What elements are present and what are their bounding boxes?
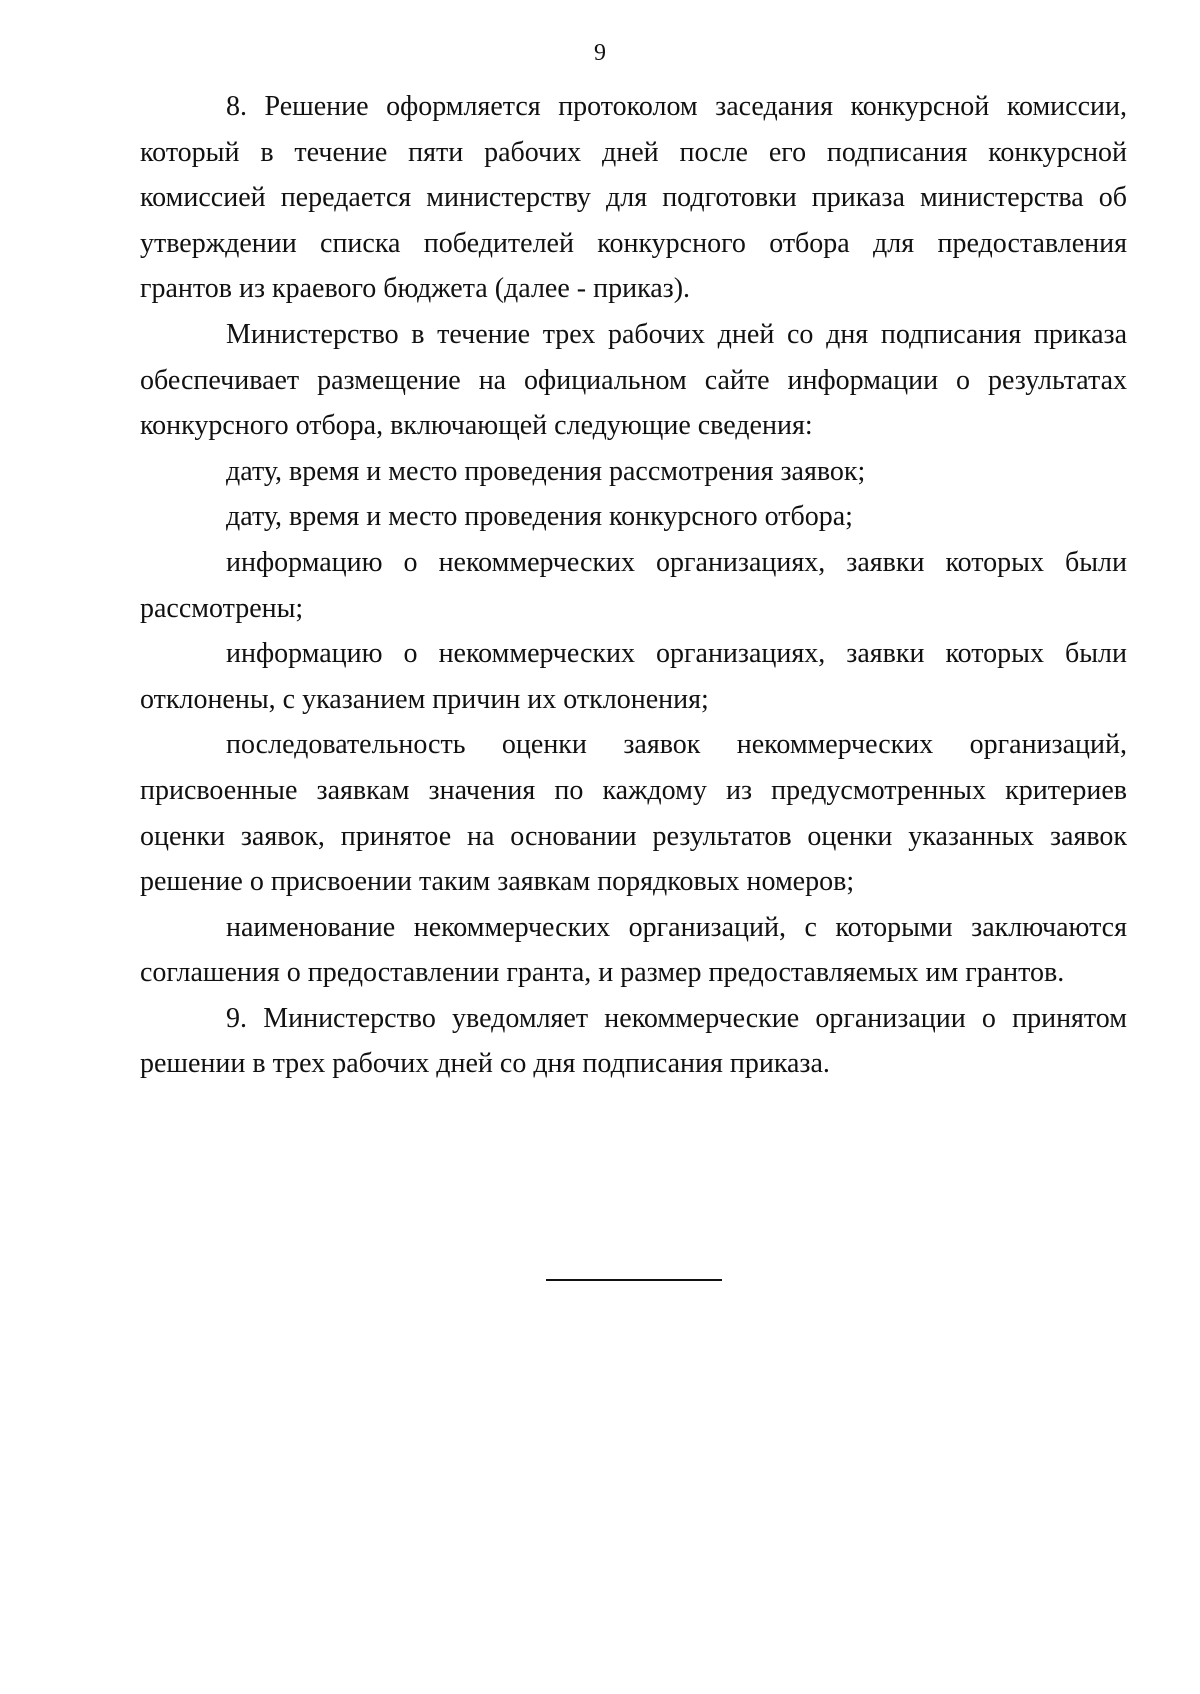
page-number: 9 bbox=[594, 40, 606, 66]
paragraph-8-decision: 8. Решение оформляется протоколом заседания конкурсной комиссии, который в течение пяти рабочих дней после его подписания конкурсной комиссией передается министерству для подготовки приказа министерства об утверждении списка победителей конкурсного отбора для предоставления грантов из краевого бюджета (далее - приказ). bbox=[140, 91, 1127, 305]
list-item-grant-recipients: наименование некоммерческих организаций, с которыми заключаются соглашения о предоставлении гранта, и размер предоставляемых им грантов. bbox=[140, 911, 1127, 989]
list-item-reviewed-organizations: информацию о некоммерческих организациях, заявки которых были рассмотрены; bbox=[140, 546, 1127, 624]
list-item-selection-date: дату, время и место проведения конкурсного отбора; bbox=[226, 501, 853, 533]
list-item-review-date: дату, время и место проведения рассмотрения заявок; bbox=[226, 455, 866, 487]
list-item-rejected-organizations: информацию о некоммерческих организациях, заявки которых были отклонены, с указанием причин их отклонения; bbox=[140, 638, 1127, 715]
document-body bbox=[140, 84, 1127, 1087]
end-of-document-rule bbox=[546, 1279, 722, 1281]
paragraph-9-notification: 9. Министерство уведомляет некоммерческие организации о принятом решении в трех рабочих дней со дня подписания приказа. bbox=[140, 1002, 1127, 1080]
list-item-evaluation-sequence: последовательность оценки заявок некоммерческих организаций, присвоенные заявкам значения по каждому из предусмотренных критериев оценки заявок, принятое на основании результатов оценки указанных заявок решение о присвоении таким заявкам порядковых номеров; bbox=[140, 729, 1127, 898]
paragraph-publication: Министерство в течение трех рабочих дней со дня подписания приказа обеспечивает размещение на официальном сайте информации о результатах конкурсного отбора, включающей следующие сведения: bbox=[140, 318, 1127, 442]
